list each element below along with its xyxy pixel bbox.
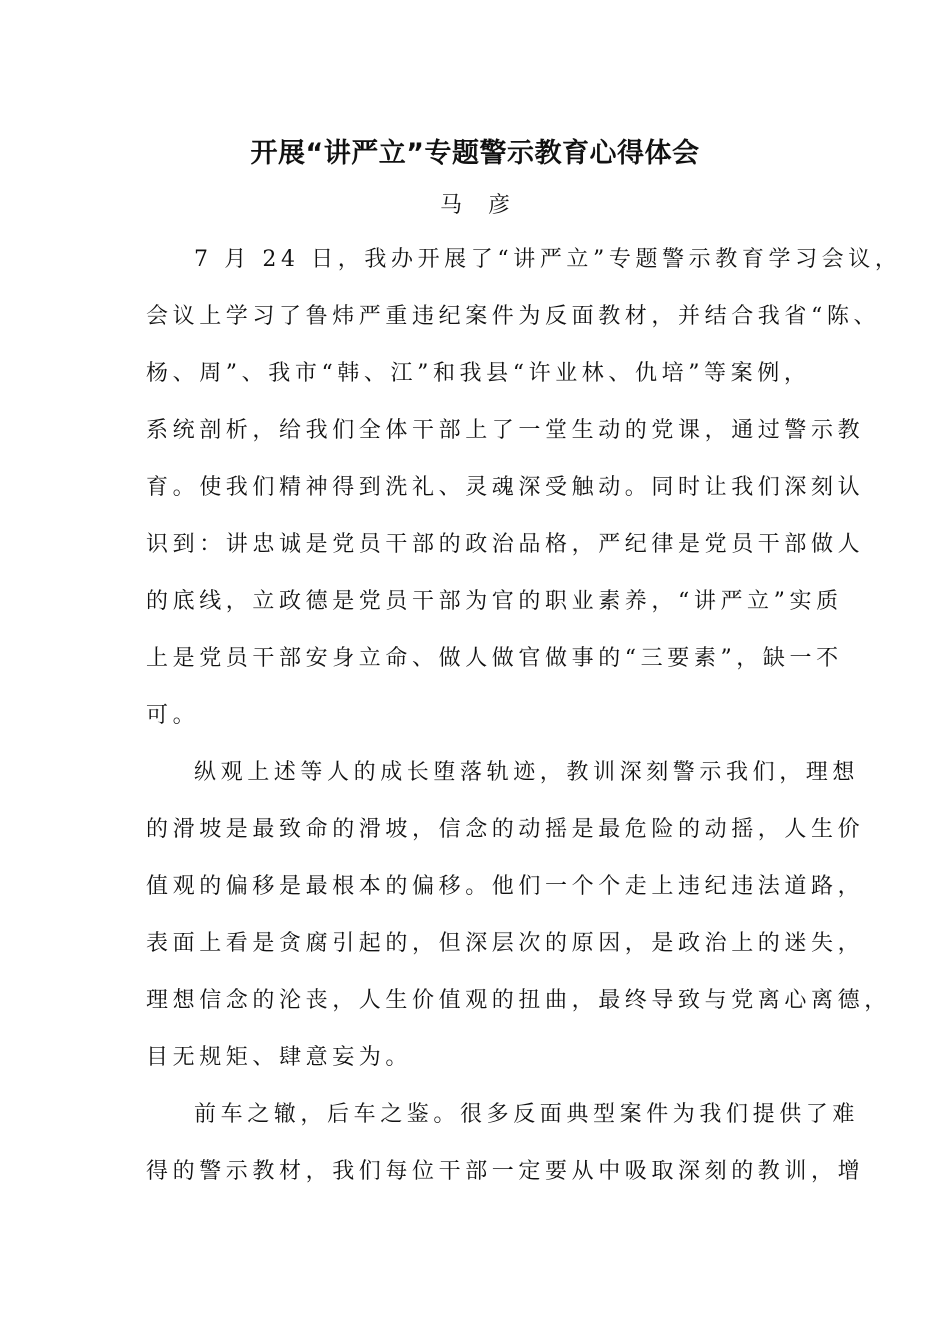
body-line: 的底线，立政德是党员干部为官的职业素养，“讲严立”实质: [146, 589, 843, 614]
body-line: 得的警示教材，我们每位干部一定要从中吸取深刻的教训，增: [146, 1159, 865, 1184]
body-line: 杨、周”、我市“韩、江”和我县“许业林、仇培”等案例，: [146, 361, 811, 386]
body-line: 理想信念的沦丧，人生价值观的扭曲，最终导致与党离心离德，: [146, 988, 891, 1013]
body-line: 育。使我们精神得到洗礼、灵魂深受触动。同时让我们深刻认: [146, 475, 865, 500]
body-line: 会议上学习了鲁炜严重违纪案件为反面教材，并结合我省“陈、: [146, 304, 881, 329]
body-line: 前车之辙，后车之鉴。很多反面典型案件为我们提供了难: [194, 1102, 860, 1127]
document-author: 马彦: [439, 193, 536, 218]
body-line: 可。: [146, 703, 200, 728]
body-line: 7 月 24 日，我办开展了“讲严立”专题警示教育学习会议，: [194, 247, 902, 272]
document-title: 开展“讲严立”专题警示教育心得体会: [250, 138, 700, 169]
body-line: 纵观上述等人的成长堕落轨迹，教训深刻警示我们，理想: [194, 760, 860, 785]
body-line: 系统剖析，给我们全体干部上了一堂生动的党课，通过警示教: [146, 418, 865, 443]
body-line: 目无规矩、肆意妄为。: [146, 1045, 413, 1070]
body-line: 值观的偏移是最根本的偏移。他们一个个走上违纪违法道路，: [146, 874, 865, 899]
body-line: 的滑坡是最致命的滑坡，信念的动摇是最危险的动摇，人生价: [146, 817, 865, 842]
body-line: 上是党员干部安身立命、做人做官做事的“三要素”，缺一不: [146, 646, 843, 671]
body-line: 识到：讲忠诚是党员干部的政治品格，严纪律是党员干部做人: [146, 532, 865, 557]
body-line: 表面上看是贪腐引起的，但深层次的原因，是政治上的迷失，: [146, 931, 865, 956]
